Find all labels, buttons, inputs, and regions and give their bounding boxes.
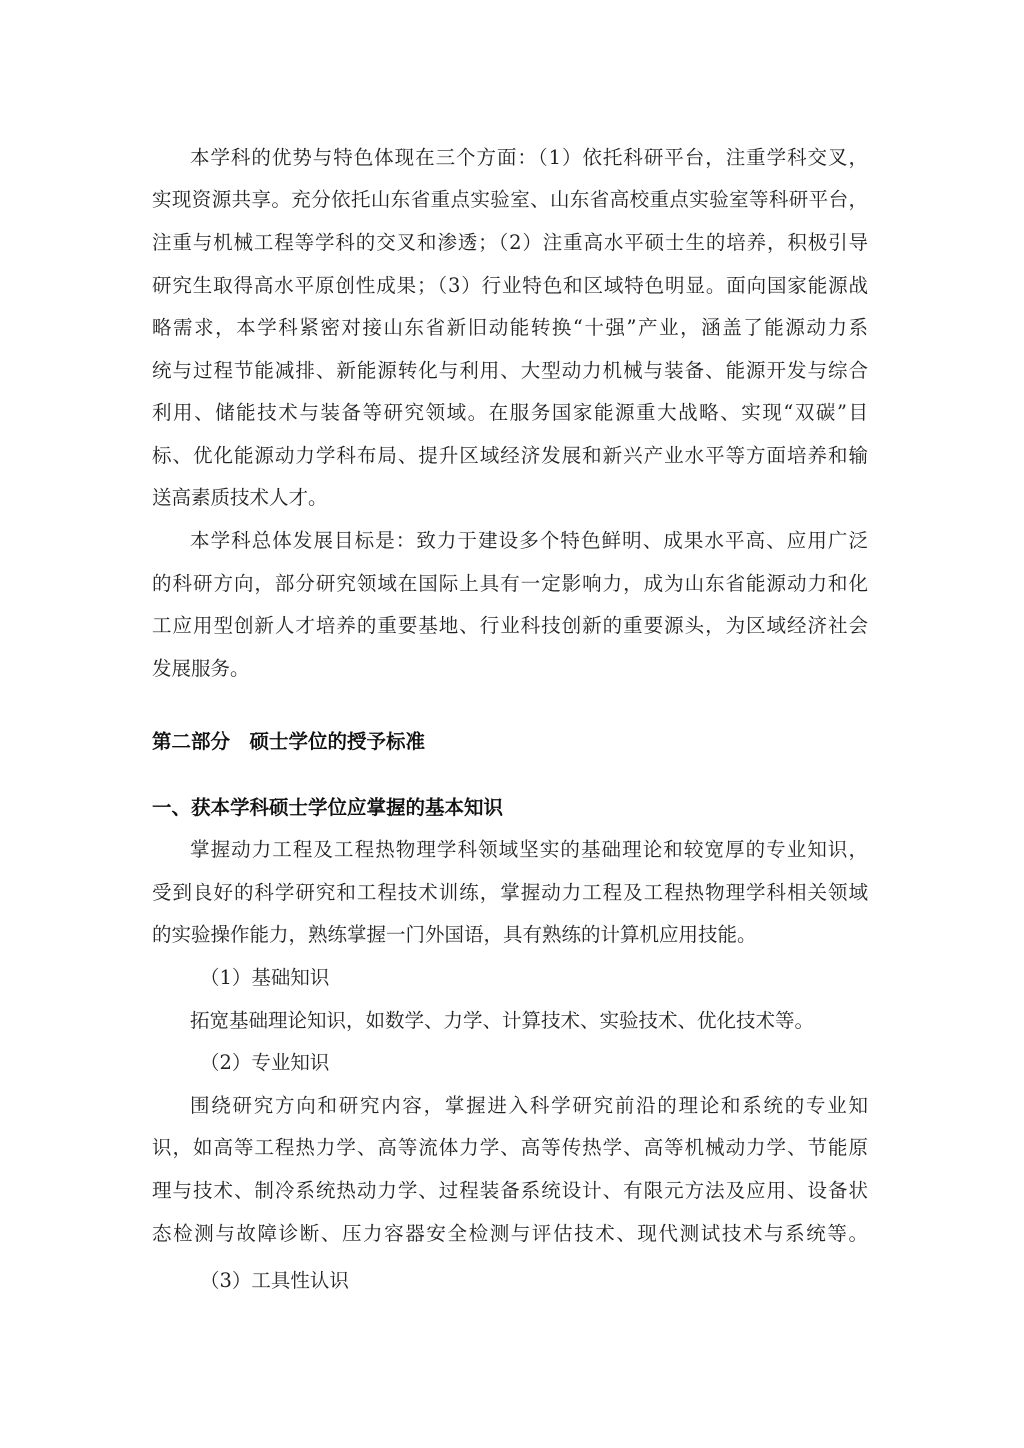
paragraph-line: 研究生取得高水平原创性成果；（3）行业特色和区域特色明显。面向国家能源战: [152, 274, 868, 297]
paragraph-line: 实现资源共享。充分依托山东省重点实验室、山东省高校重点实验室等科研平台，: [152, 188, 868, 211]
paragraph-line: 本学科总体发展目标是：致力于建设多个特色鲜明、成果水平高、应用广泛: [190, 529, 868, 552]
item-title: （1）基础知识: [200, 966, 330, 989]
paragraph-line: 理与技术、制冷系统热动力学、过程装备系统设计、有限元方法及应用、设备状: [152, 1179, 868, 1202]
paragraph-line: 掌握动力工程及工程热物理学科领域坚实的基础理论和较宽厚的专业知识，: [190, 838, 868, 861]
paragraph-line: 的实验操作能力，熟练掌握一门外国语，具有熟练的计算机应用技能。: [152, 923, 757, 946]
paragraph-line: 本学科的优势与特色体现在三个方面：（1）依托科研平台，注重学科交叉，: [190, 146, 868, 169]
paragraph-line: 统与过程节能减排、新能源转化与利用、大型动力机械与装备、能源开发与综合: [152, 359, 868, 382]
paragraph-line: 注重与机械工程等学科的交叉和渗透；（2）注重高水平硕士生的培养，积极引导: [152, 231, 868, 254]
paragraph-line: 态检测与故障诊断、压力容器安全检测与评估技术、现代测试技术与系统等。: [152, 1222, 868, 1245]
paragraph-line: 识，如高等工程热力学、高等流体力学、高等传热学、高等机械动力学、节能原: [152, 1136, 868, 1159]
paragraph-line: 受到良好的科学研究和工程技术训练，掌握动力工程及工程热物理学科相关领域: [152, 881, 868, 904]
paragraph-line: 利用、储能技术与装备等研究领域。在服务国家能源重大战略、实现“双碳”目: [152, 401, 868, 424]
paragraph-line: 的科研方向，部分研究领域在国际上具有一定影响力，成为山东省能源动力和化: [152, 572, 868, 595]
paragraph-line: 拓宽基础理论知识，如数学、力学、计算技术、实验技术、优化技术等。: [190, 1009, 815, 1032]
paragraph-line: 送高素质技术人才。: [152, 486, 328, 509]
paragraph-line: 发展服务。: [152, 657, 250, 680]
item-title: （2）专业知识: [200, 1051, 330, 1074]
paragraph-line: 围绕研究方向和研究内容，掌握进入科学研究前沿的理论和系统的专业知: [190, 1094, 868, 1117]
paragraph-line: 略需求，本学科紧密对接山东省新旧动能转换“十强”产业，涵盖了能源动力系: [152, 316, 868, 339]
subsection-heading: 一、获本学科硕士学位应掌握的基本知识: [152, 796, 504, 819]
paragraph-line: 工应用型创新人才培养的重要基地、行业科技创新的重要源头，为区域经济社会: [152, 614, 868, 637]
paragraph-line: 标、优化能源动力学科布局、提升区域经济发展和新兴产业水平等方面培养和输: [152, 444, 868, 467]
item-title: （3）工具性认识: [200, 1269, 349, 1292]
section-heading: 第二部分 硕士学位的授予标准: [152, 730, 426, 753]
